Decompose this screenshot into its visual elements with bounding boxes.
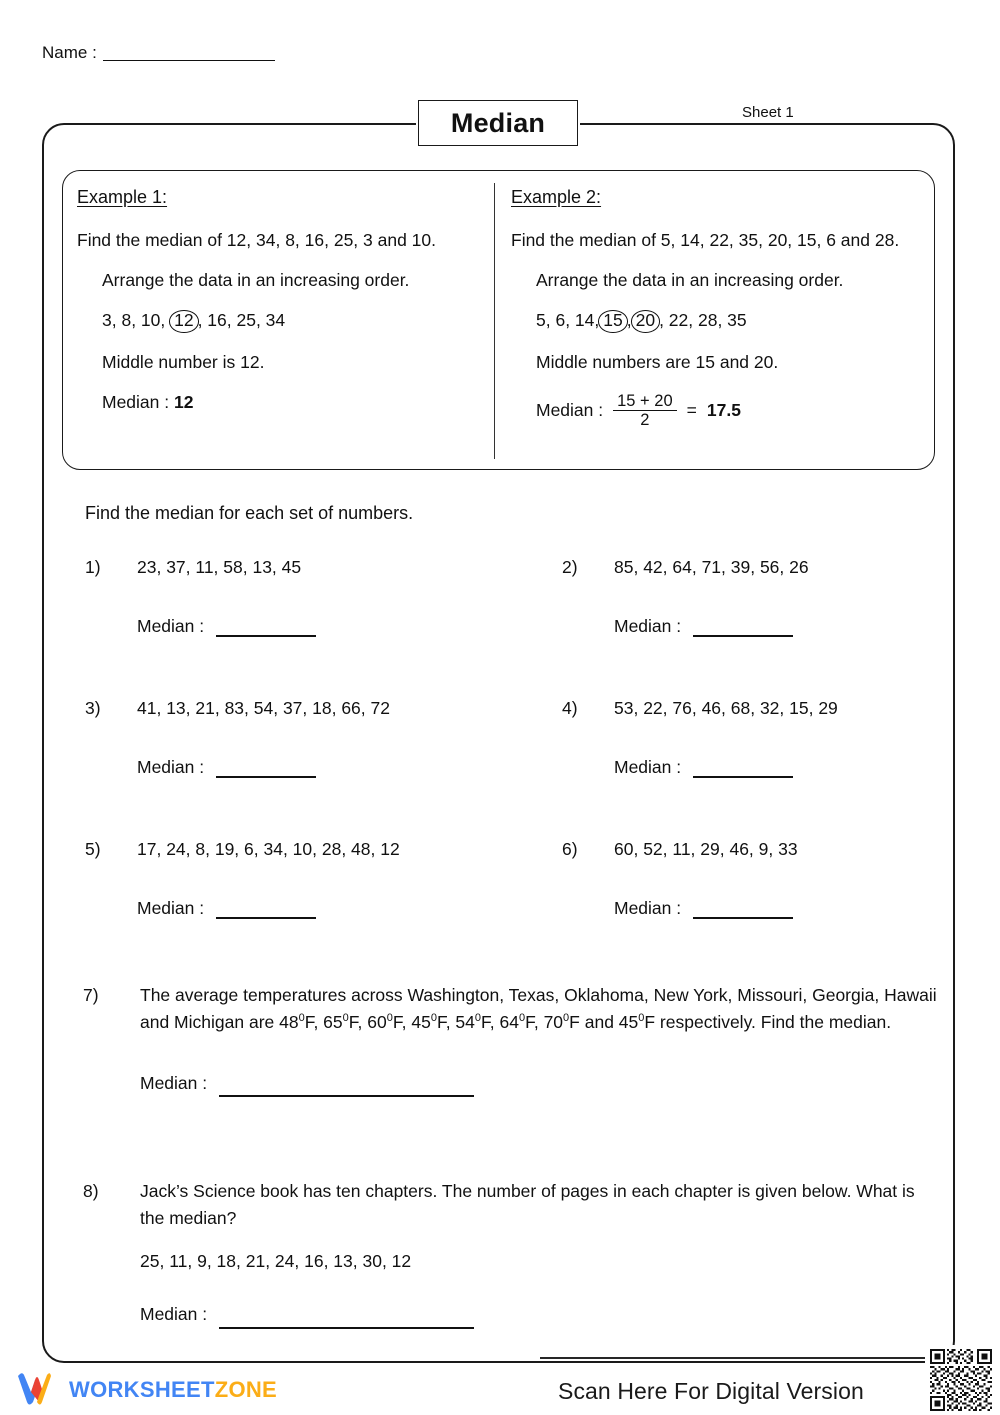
example-1-heading: Example 1: (77, 187, 168, 207)
example-2-ordered-suffix: , 22, 28, 35 (659, 310, 747, 330)
problem-7-text-part3: F, 60 (348, 1012, 387, 1033)
example-2-ordered-prefix: 5, 6, 14, (536, 310, 600, 330)
fraction-numerator: 15 + 20 (617, 391, 673, 410)
problem-3-numbers: 41, 13, 21, 83, 54, 37, 18, 66, 72 (137, 698, 390, 718)
problem-7-answer-blank[interactable] (219, 1083, 474, 1097)
name-label: Name : (42, 43, 97, 62)
example-2-step-arrange: Arrange the data in an increasing order. (536, 270, 844, 290)
problem-7-median-label: Median : (140, 1073, 208, 1094)
problem-7-text (140, 982, 943, 1036)
problem-4-answer-row (614, 757, 982, 778)
example-1-median-label: Median : (102, 391, 174, 412)
problem-3-answer-row (137, 757, 505, 778)
problem-3 (85, 698, 505, 778)
problem-4-answer-blank[interactable] (693, 764, 793, 778)
problem-3-index: 3) (85, 698, 101, 718)
problem-4-median-label: Median : (614, 757, 682, 777)
examples-box (62, 170, 935, 470)
problem-7-text-part9: F respectively. Find the median. (644, 1012, 892, 1033)
problem-5 (85, 839, 515, 919)
problem-1-numbers: 23, 37, 11, 58, 13, 45 (137, 557, 302, 577)
degree-symbol-2: 0 (342, 1012, 349, 1025)
problem-8-text: Jack’s Science book has ten chapters. The number of pages in each chapter is given below. What is the median? (140, 1181, 915, 1229)
problem-8 (83, 1178, 943, 1329)
example-1 (77, 187, 497, 429)
problem-8-median-label: Median : (140, 1304, 208, 1325)
degree-symbol-1: 0 (298, 1012, 305, 1025)
example-1-median-row (77, 392, 497, 413)
logo-text-zone: ZONE (214, 1377, 278, 1402)
problem-7-text-part2: F, 65 (304, 1012, 343, 1033)
problem-2-answer-blank[interactable] (693, 623, 793, 637)
problem-3-answer-blank[interactable] (216, 764, 316, 778)
problem-7-text-part4: F, 45 (392, 1012, 431, 1033)
footer-divider (540, 1357, 933, 1359)
degree-symbol-5: 0 (474, 1012, 482, 1025)
problem-6-answer-row (614, 898, 982, 919)
example-2-circled-middle-1: 15 (598, 310, 627, 333)
example-2-question: Find the median of 5, 14, 22, 35, 20, 15, 6 and 28. (511, 230, 900, 250)
worksheet-zone-logo[interactable] (14, 1372, 277, 1408)
example-2-median-value: 17.5 (706, 399, 741, 420)
problem-5-answer-blank[interactable] (216, 905, 316, 919)
problem-8-answer-row (140, 1301, 943, 1328)
problem-7-text-part8: F and 45 (569, 1012, 639, 1033)
problem-1 (85, 557, 505, 637)
problem-5-index: 5) (85, 839, 101, 859)
worksheet-title-plate (418, 100, 578, 146)
problem-5-answer-row (137, 898, 515, 919)
problem-7-text-part6: F, 64 (481, 1012, 519, 1033)
problem-6-median-label: Median : (614, 898, 682, 918)
problem-2 (562, 557, 982, 637)
logo-text-worksheet: WORKSHEET (69, 1377, 215, 1402)
problem-8-answer-blank[interactable] (219, 1315, 474, 1329)
problem-5-median-label: Median : (137, 898, 205, 918)
degree-symbol-4: 0 (430, 1012, 437, 1025)
problem-7-text-part7: F, 70 (525, 1012, 564, 1033)
problem-6-answer-blank[interactable] (693, 905, 793, 919)
degree-symbol-6: 0 (518, 1012, 526, 1025)
example-1-ordered-prefix: 3, 8, 10, (102, 310, 171, 330)
degree-symbol-3: 0 (386, 1012, 393, 1025)
problem-7-index: 7) (83, 985, 99, 1005)
fraction-denominator: 2 (613, 410, 677, 429)
instruction-text: Find the median for each set of numbers. (85, 503, 414, 523)
problem-5-numbers: 17, 24, 8, 19, 6, 34, 10, 28, 48, 12 (137, 839, 400, 859)
logo-w-icon (14, 1372, 60, 1408)
example-1-circled-middle: 12 (169, 310, 198, 333)
problem-8-index: 8) (83, 1181, 99, 1201)
problem-7-text-part1: The average temperatures across Washington, Texas, Oklahoma, New York, Missouri, Georgia, Hawaii and Michigan are 48 (140, 985, 937, 1033)
example-1-median-value: 12 (173, 391, 194, 412)
example-1-middle-text: Middle number is 12. (102, 351, 265, 372)
problem-7-text-part5: F, 54 (436, 1012, 475, 1033)
example-2-median-row (511, 392, 931, 430)
example-2-ordered-mid: , (626, 310, 632, 330)
problem-2-answer-row (614, 616, 982, 637)
problem-7 (83, 982, 943, 1097)
example-2-equals-sign: = (686, 399, 697, 420)
problem-3-median-label: Median : (137, 757, 205, 777)
qr-code[interactable] (925, 1345, 997, 1415)
problem-2-numbers: 85, 42, 64, 71, 39, 56, 26 (614, 557, 809, 577)
page-title: Median (450, 107, 546, 138)
sheet-number: Sheet 1 (738, 104, 798, 121)
problem-4-numbers: 53, 22, 76, 46, 68, 32, 15, 29 (614, 698, 838, 718)
problem-6-numbers: 60, 52, 11, 29, 46, 9, 33 (614, 839, 798, 859)
example-2-median-fraction (613, 392, 677, 430)
problem-6-index: 6) (562, 839, 578, 859)
degree-symbol-7: 0 (563, 1012, 570, 1025)
problem-1-answer-blank[interactable] (216, 623, 316, 637)
example-1-question: Find the median of 12, 34, 8, 16, 25, 3 and 10. (77, 230, 437, 250)
name-input-blank[interactable] (103, 45, 275, 61)
example-2 (511, 187, 931, 429)
problem-6 (562, 839, 982, 919)
example-2-ordered-data (511, 310, 931, 333)
example-1-step-arrange: Arrange the data in an increasing order. (102, 270, 410, 290)
problem-2-median-label: Median : (614, 616, 682, 636)
problem-8-data-line: 25, 11, 9, 18, 21, 24, 16, 13, 30, 12 (140, 1251, 412, 1272)
name-row (42, 44, 275, 61)
problem-1-answer-row (137, 616, 505, 637)
problem-7-answer-row (140, 1070, 943, 1097)
example-2-circled-middle-2: 20 (631, 310, 660, 333)
problem-4 (562, 698, 982, 778)
problem-1-median-label: Median : (137, 616, 205, 636)
logo-text (69, 1377, 277, 1403)
problem-1-index: 1) (85, 557, 101, 577)
example-2-heading: Example 2: (511, 187, 602, 207)
example-1-ordered-data (77, 310, 497, 333)
degree-symbol-8: 0 (638, 1012, 645, 1025)
problem-4-index: 4) (562, 698, 578, 718)
problem-2-index: 2) (562, 557, 578, 577)
scan-here-text: Scan Here For Digital Version (558, 1378, 864, 1404)
example-2-middle-text: Middle numbers are 15 and 20. (536, 351, 779, 372)
example-2-median-label: Median : (536, 399, 604, 420)
example-1-ordered-suffix: , 16, 25, 34 (197, 310, 286, 330)
